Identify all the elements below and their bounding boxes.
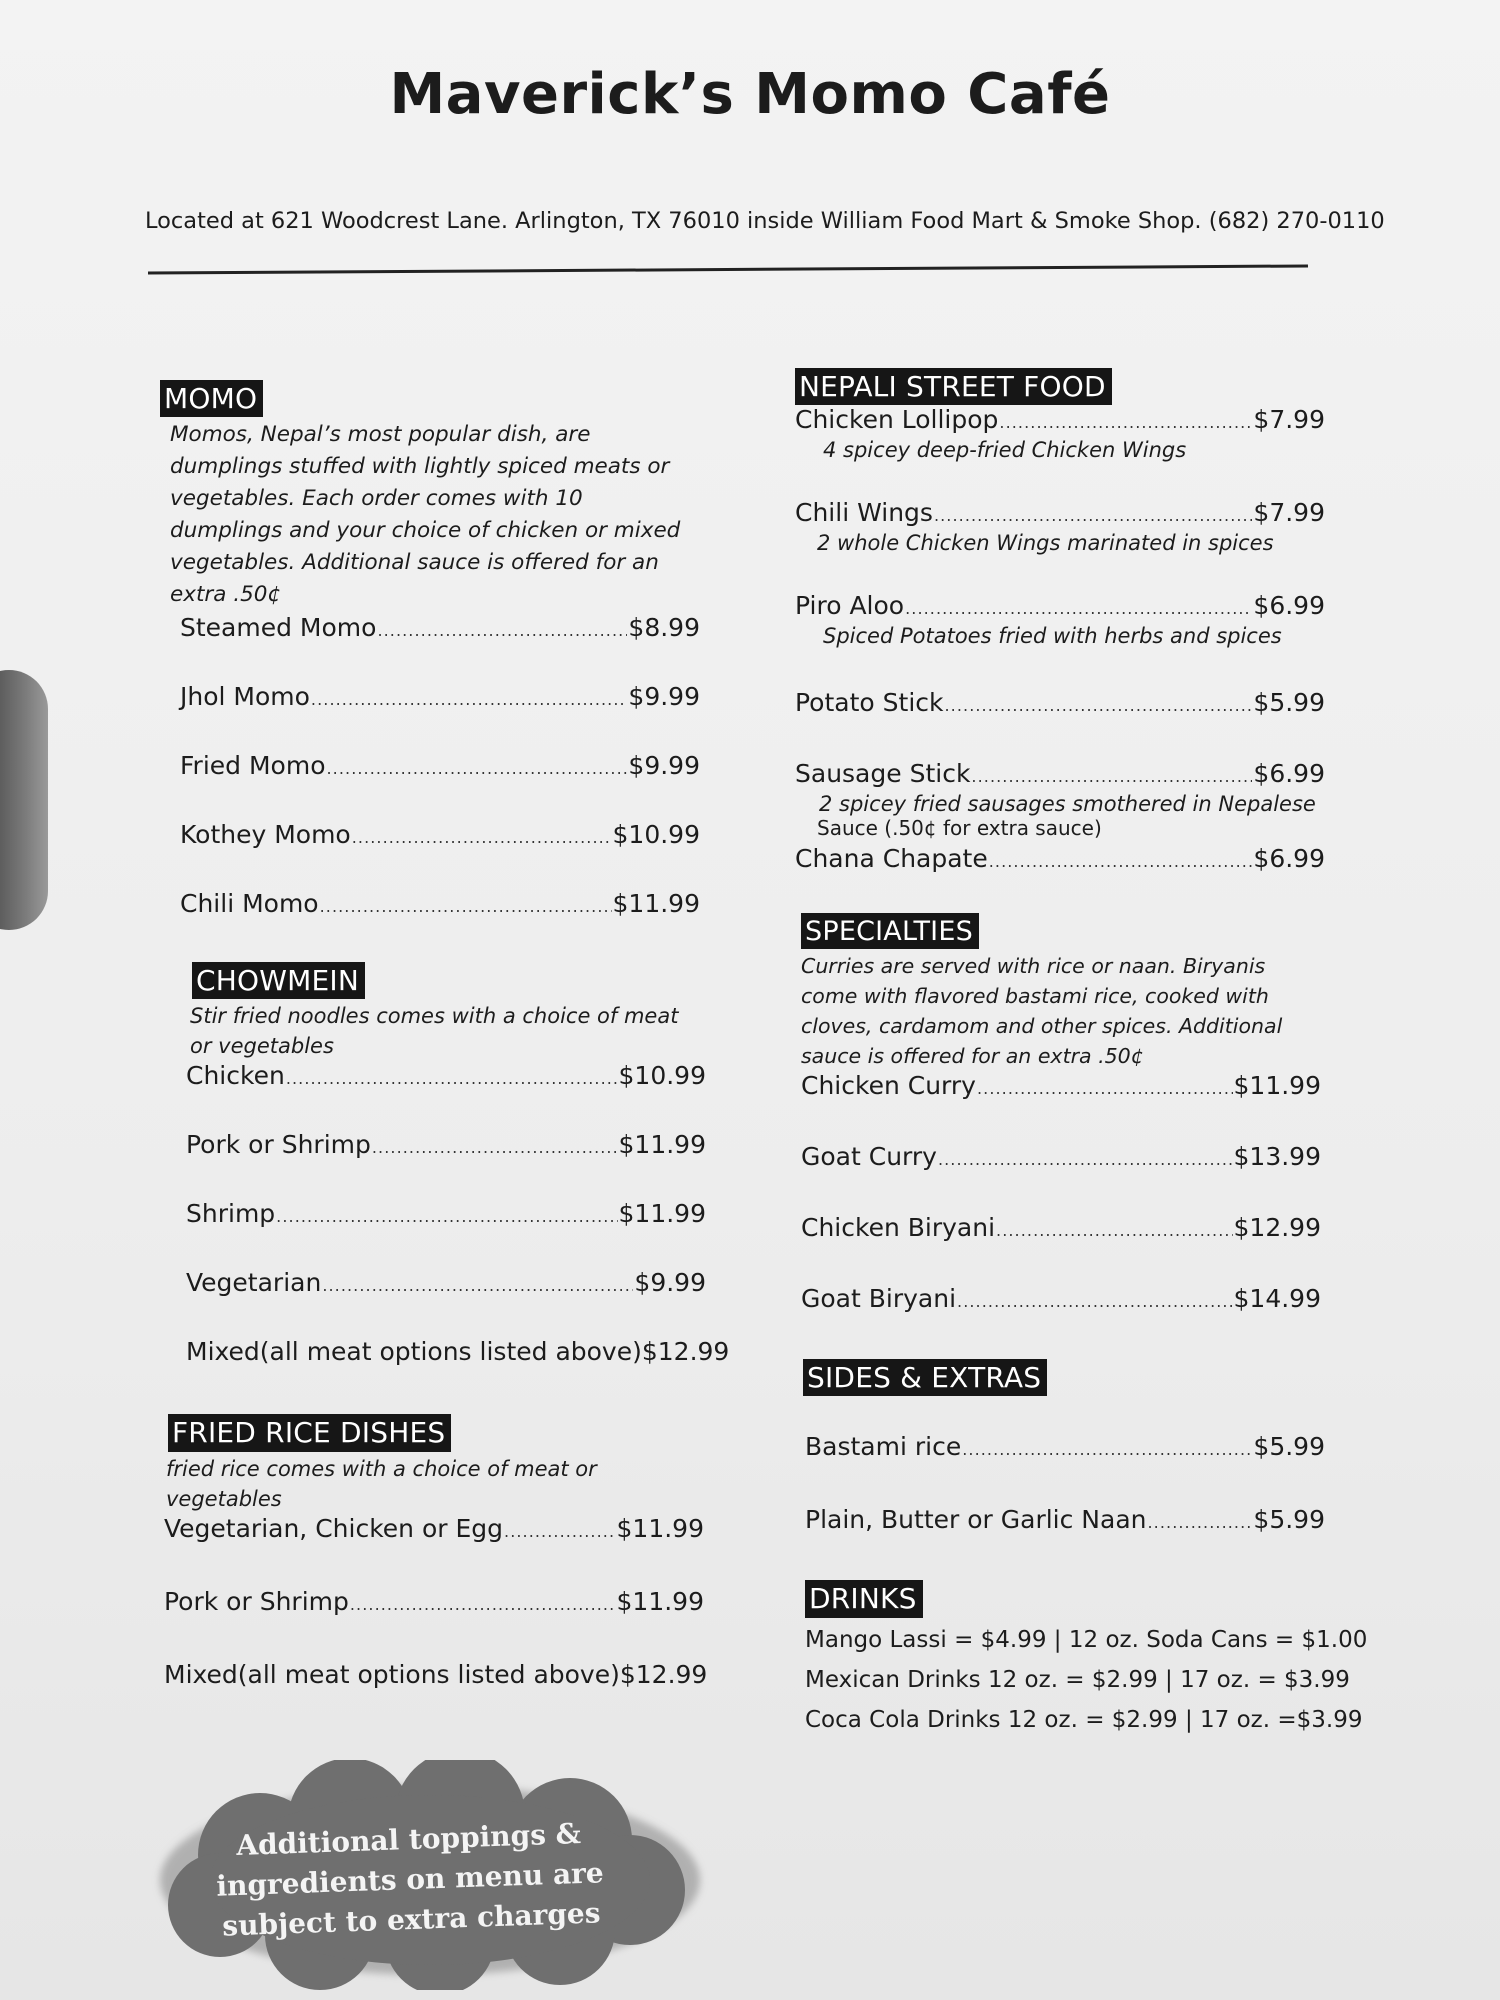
item-price: $10.99 [612, 820, 700, 850]
item-price: $5.99 [1253, 1432, 1325, 1462]
left-column [160, 380, 730, 1689]
item-price: $5.99 [1253, 688, 1325, 718]
menu-item [186, 1199, 706, 1228]
item-name: Goat Biryani [801, 1284, 957, 1314]
item-price: $7.99 [1253, 405, 1325, 435]
item-name: Steamed Momo [180, 613, 377, 643]
menu-item [164, 1659, 708, 1689]
item-price: $13.99 [1233, 1142, 1321, 1172]
item-name: Plain, Butter or Garlic Naan [805, 1505, 1147, 1535]
notice-line: Additional toppings & [235, 1817, 582, 1863]
menu-item [186, 1268, 706, 1297]
item-price: $8.99 [628, 613, 700, 643]
leader-dots [377, 621, 627, 640]
item-note: 4 spicey deep-fried Chicken Wings [823, 438, 1187, 463]
item-name: Chicken Lollipop [795, 405, 999, 435]
leader-dots [905, 599, 1252, 618]
leader-dots [327, 759, 628, 778]
item-price: $7.99 [1253, 498, 1325, 528]
item-price: $11.99 [618, 1130, 706, 1160]
notice-text [138, 1811, 682, 1950]
leader-dots [322, 1276, 633, 1295]
chowmein-header: CHOWMEIN [192, 962, 365, 999]
item-name: Chana Chapate [795, 844, 988, 874]
right-column [795, 368, 1368, 1740]
menu-item [795, 688, 1325, 717]
menu-item [801, 1284, 1321, 1313]
item-name: Chicken Biryani [801, 1213, 996, 1243]
item-note: 2 spicey fried sausages smothered in Nepalese [819, 792, 1316, 817]
leader-dots [320, 897, 612, 916]
item-name: Mixed(all meat options listed above) [164, 1659, 620, 1689]
item-price: $11.99 [616, 1513, 704, 1543]
item-name: Chicken Curry [801, 1071, 976, 1101]
menu-item [805, 1505, 1325, 1534]
restaurant-title: Maverick’s Momo Café [389, 62, 1111, 127]
leader-dots [957, 1292, 1232, 1311]
notice-line: subject to extra charges [221, 1896, 601, 1943]
item-price: $11.99 [616, 1586, 704, 1616]
item-name: Shrimp [186, 1199, 276, 1229]
menu-item [180, 889, 700, 918]
item-name: Chili Momo [180, 889, 319, 919]
item-name: Goat Curry [801, 1142, 937, 1172]
item-price: $6.99 [1253, 759, 1325, 789]
item-name: Vegetarian, Chicken or Egg [164, 1513, 504, 1543]
item-name: Potato Stick [795, 688, 944, 718]
menu-item [801, 1142, 1321, 1171]
leader-dots [372, 1138, 618, 1157]
item-name: Mixed(all meat options listed above) [186, 1337, 642, 1367]
item-price: $12.99 [619, 1659, 708, 1689]
leader-dots [352, 828, 612, 847]
item-note-continued: Sauce (.50¢ for extra sauce) [817, 816, 1102, 841]
item-price: $9.99 [634, 1268, 706, 1298]
menu-item [805, 1432, 1325, 1461]
leader-dots [989, 852, 1253, 871]
item-name: Bastami rice [805, 1432, 962, 1462]
item-name: Vegetarian [186, 1268, 322, 1298]
thumb [0, 670, 48, 930]
item-price: $12.99 [1233, 1213, 1321, 1243]
menu-item [180, 682, 700, 711]
item-name: Pork or Shrimp [186, 1130, 371, 1160]
drink-line: Mexican Drinks 12 oz. = $2.99 | 17 oz. = $3.99 [805, 1666, 1350, 1693]
momo-description: Momos, Nepal’s most popular dish, are dumplings stuffed with lightly spiced meats or vegetables. Each order comes with 10 dumplings and your choice of chicken or mixed vegetables. Additional sauce is offered for an extra .50¢ [170, 422, 681, 608]
menu-item [795, 405, 1325, 434]
item-name: Piro Aloo [795, 591, 905, 621]
specialties-header: SPECIALTIES [801, 913, 979, 949]
menu-item [164, 1587, 704, 1616]
leader-dots [996, 1221, 1232, 1240]
leader-dots [999, 413, 1252, 432]
item-note: 2 whole Chicken Wings marinated in spices [817, 531, 1274, 556]
item-price: $9.99 [628, 751, 700, 781]
item-price: $14.99 [1233, 1284, 1321, 1314]
item-price: $5.99 [1253, 1505, 1325, 1535]
menu-item [801, 1071, 1321, 1100]
menu-item [180, 820, 700, 849]
item-note: Spiced Potatoes fried with herbs and spices [823, 624, 1282, 649]
drink-line: Coca Cola Drinks 12 oz. = $2.99 | 17 oz. =$3.99 [805, 1706, 1363, 1733]
leader-dots [350, 1595, 616, 1614]
leader-dots [938, 1150, 1233, 1169]
fried-rice-header: FRIED RICE DISHES [168, 1414, 451, 1451]
momo-header: MOMO [160, 380, 263, 417]
menu-item [795, 844, 1325, 873]
fried-rice-description: fried rice comes with a choice of meat or vegetables [166, 1456, 597, 1511]
drink-line: Mango Lassi = $4.99 | 12 oz. Soda Cans = $1.00 [805, 1626, 1368, 1653]
item-price: $9.99 [628, 682, 700, 712]
leader-dots [1148, 1513, 1253, 1532]
menu-item [180, 751, 700, 780]
menu-item [795, 591, 1325, 620]
item-name: Sausage Stick [795, 759, 971, 789]
address-line: Located at 621 Woodcrest Lane. Arlington, TX 76010 inside William Food Mart & Smoke Shop. (682) 270-0110 [145, 208, 1385, 234]
item-name: Pork or Shrimp [164, 1586, 349, 1616]
drinks-header: DRINKS [805, 1580, 923, 1617]
leader-dots [934, 506, 1252, 525]
menu-item [164, 1514, 704, 1543]
item-price: $11.99 [612, 889, 700, 919]
menu-item [186, 1061, 706, 1090]
leader-dots [504, 1522, 616, 1541]
leader-dots [276, 1207, 617, 1226]
leader-dots [971, 767, 1252, 786]
notice-line: ingredients on menu are [215, 1856, 605, 1903]
item-price: $12.99 [641, 1337, 730, 1367]
menu-item [801, 1213, 1321, 1242]
leader-dots [962, 1440, 1252, 1459]
item-name: Kothey Momo [180, 820, 351, 850]
item-price: $6.99 [1253, 844, 1325, 874]
item-price: $11.99 [1233, 1071, 1321, 1101]
sides-header: SIDES & EXTRAS [803, 1359, 1047, 1396]
menu-item [186, 1337, 730, 1367]
leader-dots [945, 696, 1253, 715]
item-name: Jhol Momo [180, 682, 310, 712]
item-name: Chicken [186, 1061, 285, 1091]
menu-item [180, 613, 700, 642]
leader-dots [977, 1079, 1233, 1098]
menu-item [795, 498, 1325, 527]
leader-dots [311, 690, 628, 709]
chowmein-description: Stir fried noodles comes with a choice of meat or vegetables [190, 1004, 679, 1059]
item-name: Fried Momo [180, 751, 326, 781]
specialties-description: Curries are served with rice or naan. Biryanis come with flavored bastami rice, cooked with cloves, cardamom and other spices. Additional sauce is offered for an extra .50¢ [801, 954, 1283, 1069]
item-price: $11.99 [618, 1199, 706, 1229]
menu-item [795, 759, 1325, 788]
item-name: Chili Wings [795, 498, 933, 528]
leader-dots [286, 1069, 618, 1088]
street-food-header: NEPALI STREET FOOD [795, 368, 1112, 405]
item-price: $6.99 [1253, 591, 1325, 621]
menu-item [186, 1130, 706, 1159]
item-price: $10.99 [618, 1061, 706, 1091]
